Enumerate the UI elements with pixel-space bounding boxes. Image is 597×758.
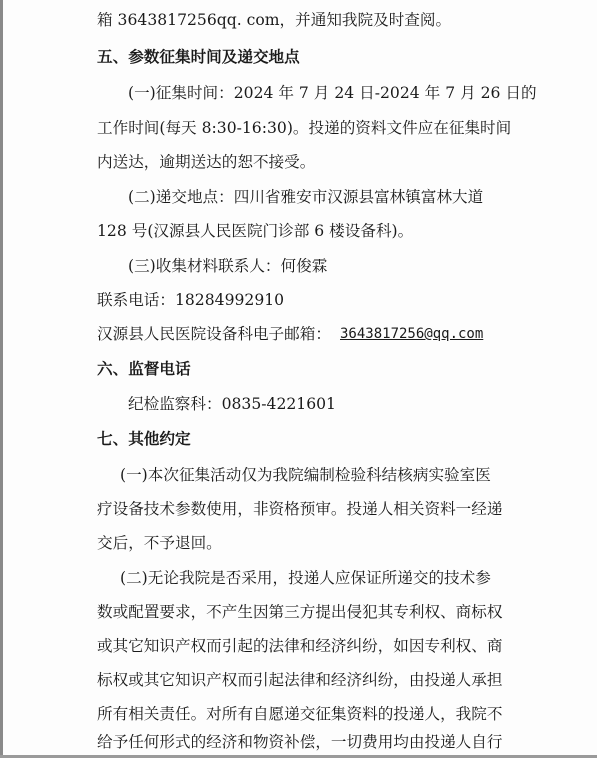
text-line [0,598,597,626]
text-line [0,183,597,211]
text-line [0,700,597,728]
text-line [0,148,597,176]
text-line [0,286,597,314]
section-7-heading: 七、其他约定 [97,430,191,448]
other-terms-1-line: (一)本次征集活动仅为我院编制检验科结核病实验室医 [120,466,491,484]
email-link[interactable]: 3643817256@qq.com [340,326,484,342]
email-label: 汉源县人民医院设备科电子邮箱： [97,325,331,343]
contact-person-line: (三)收集材料联系人：何俊霖 [128,257,328,275]
text-line [0,666,597,694]
other-terms-1-end: 交后，不予退回。 [97,534,222,552]
section-heading [0,43,597,71]
contact-phone-line: 联系电话：18284992910 [97,291,285,309]
section-heading [0,355,597,383]
submission-address-line: (二)递交地点：四川省雅安市汉源县富林镇富林大道 [128,188,484,206]
text-line [0,114,597,142]
other-terms-1-cont: 疗设备技术参数使用，非资格预审。投递人相关资料一经递 [97,500,503,518]
section-6-heading: 六、监督电话 [97,360,191,378]
email-notice-line: 箱 3643817256qq. com，并通知我院及时查阅。 [97,11,452,29]
address-detail-line: 128 号(汉源县人民医院门诊部 6 楼设备科)。 [97,222,414,240]
section-heading [0,425,597,453]
supervision-phone-line: 纪检监察科：0835-4221601 [128,395,336,413]
text-line [0,252,597,280]
text-line [0,728,597,756]
other-terms-2-cont-4: 所有相关责任。对所有自愿递交征集资料的投递人，我院不 [97,705,503,723]
text-line [0,461,597,489]
text-line [0,632,597,660]
other-terms-2-cont-2: 或其它知识产权而引起的法律和经济纠纷，如因专利权、商 [97,637,503,655]
text-line [0,79,597,107]
text-line [0,320,597,348]
deadline-line: 内送达，逾期送达的恕不接受。 [97,153,316,171]
working-hours-line: 工作时间(每天 8:30-16:30)。投递的资料文件应在征集时间 [97,119,512,137]
text-line [0,217,597,245]
collection-time-line: (一)征集时间：2024 年 7 月 24 日-2024 年 7 月 26 日的 [128,84,537,102]
section-5-heading: 五、参数征集时间及递交地点 [97,48,300,66]
other-terms-2-line: (二)无论我院是否采用，投递人应保证所递交的技术参 [120,569,491,587]
text-line [0,390,597,418]
other-terms-2-cont-3: 标权或其它知识产权而引起法律和经济纠纷，由投递人承担 [97,671,503,689]
text-line [0,6,597,34]
text-line [0,564,597,592]
text-line [0,529,597,557]
other-terms-2-cont-1: 数或配置要求，不产生因第三方提出侵犯其专利权、商标权 [97,603,503,621]
text-line [0,495,597,523]
other-terms-2-cont-5: 给予任何形式的经济和物资补偿，一切费用均由投递人自行 [97,733,503,751]
